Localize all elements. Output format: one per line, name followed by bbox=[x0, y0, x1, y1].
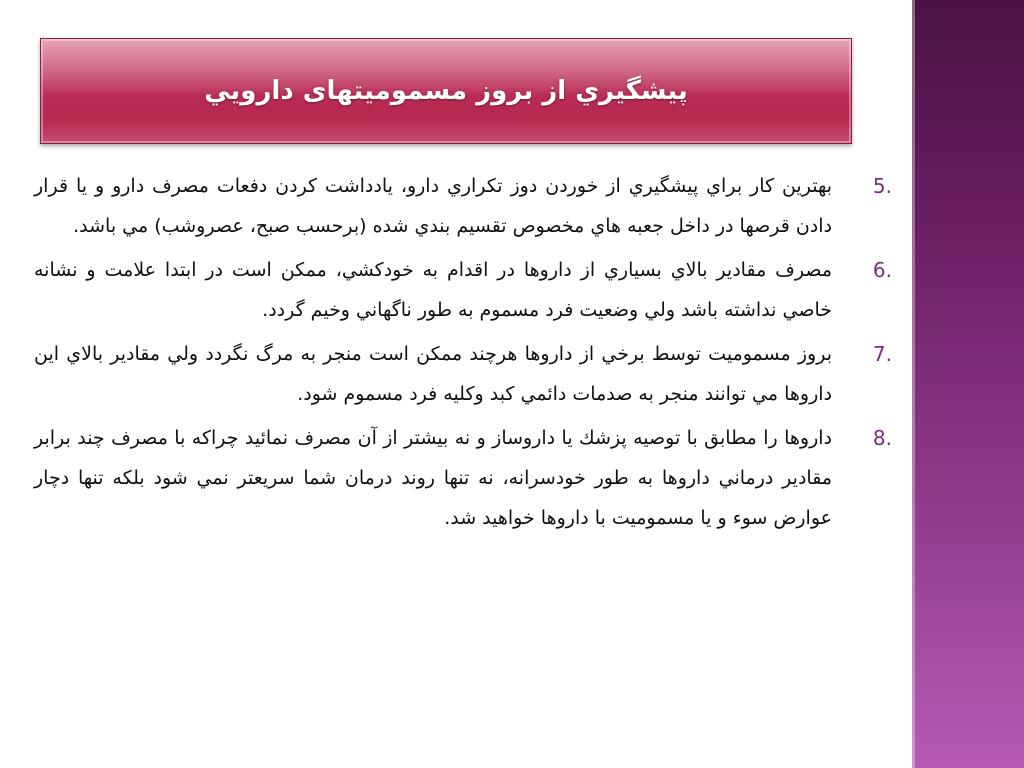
list-item-text: داروها را مطابق با توصيه پزشك يا داروساز و نه بيشتر از آن مصرف نمائيد چراكه با مصرف چند برابر مقادير درماني داروها به طور خودسرانه، نه تنها روند درمان شما سريعتر نمي شود بلكه تنها دچار عوارض سوء و يا مسموميت با داروها خواهيد شد. bbox=[34, 427, 832, 529]
list-item-number: 8. bbox=[872, 426, 892, 450]
side-decoration-panel bbox=[912, 0, 1024, 768]
list-item-text: بروز مسموميت توسط برخي از داروها هرچند ممكن است منجر به مرگ نگردد ولي مقادير بالاي اين داروها مي توانند منجر به صدمات دائمي كبد وكليه فرد مسموم شود. bbox=[34, 343, 832, 405]
numbered-list bbox=[34, 166, 892, 542]
slide-title: پيشگيري از بروز مسموميتهای دارويي bbox=[204, 76, 688, 106]
list-item-number: 5. bbox=[872, 174, 892, 198]
list-item-number: 7. bbox=[872, 342, 892, 366]
list-item-number: 6. bbox=[872, 258, 892, 282]
list-item bbox=[34, 250, 892, 330]
list-item bbox=[34, 418, 892, 538]
list-item bbox=[34, 334, 892, 414]
list-item bbox=[34, 166, 892, 246]
list-item-text: بهترين كار براي پيشگيري از خوردن دوز تكراري دارو، يادداشت كردن دفعات مصرف دارو و يا قرار دادن قرصها در داخل جعبه هاي مخصوص تقسيم بندي شده (برحسب صبح، عصروشب) مي باشد. bbox=[34, 175, 832, 237]
list-item-text: مصرف مقادير بالاي بسياري از داروها در اقدام به خودكشي، ممكن است در ابتدا علامت و نشانه خاصي نداشته باشد ولي وضعيت فرد مسموم به طور ناگهاني وخيم گردد. bbox=[34, 259, 832, 321]
title-banner bbox=[40, 38, 852, 144]
